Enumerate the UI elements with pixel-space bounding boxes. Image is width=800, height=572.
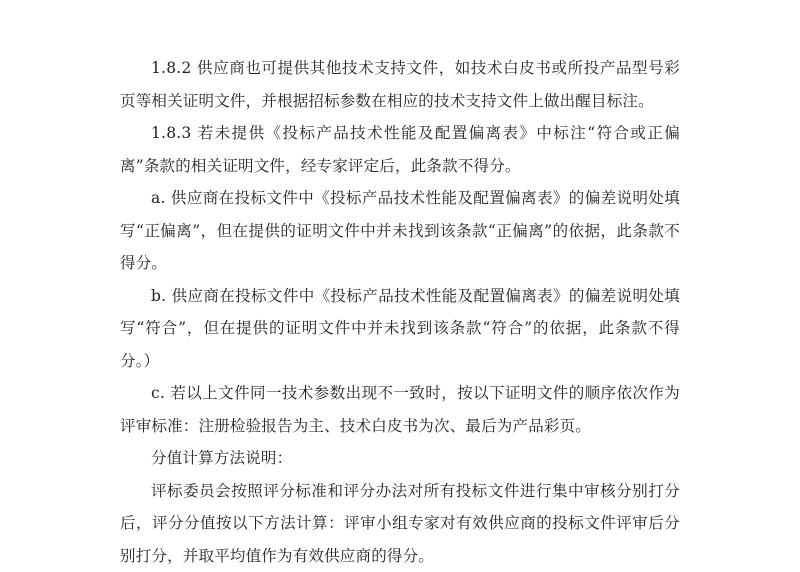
sub-clause-c: c. 若以上文件同一技术参数出现不一致时，按以下证明文件的顺序依次作为评审标准：注册检验报告为主、技术白皮书为次、最后为产品彩页。 (120, 377, 680, 442)
score-method-body: 评标委员会按照评分标准和评分办法对所有投标文件进行集中审核分别打分后，评分分值按以下方法计算：评审小组专家对有效供应商的投标文件评审后分别打分，并取平均值作为有效供应商的得分。 (120, 475, 680, 572)
sub-clause-b: b. 供应商在投标文件中《投标产品技术性能及配置偏离表》的偏差说明处填写“符合”，但在提供的证明文件中并未找到该条款“符合”的依据，此条款不得分。） (120, 280, 680, 378)
score-method-heading: 分值计算方法说明： (120, 442, 680, 475)
clause-1-8-2: 1.8.2 供应商也可提供其他技术支持文件，如技术白皮书或所投产品型号彩页等相关证明文件，并根据招标参数在相应的技术支持文件上做出醒目标注。 (120, 52, 680, 117)
document-page (120, 52, 680, 572)
sub-clause-a: a. 供应商在投标文件中《投标产品技术性能及配置偏离表》的偏差说明处填写“正偏离”，但在提供的证明文件中并未找到该条款“正偏离”的依据，此条款不得分。 (120, 182, 680, 280)
clause-1-8-3: 1.8.3 若未提供《投标产品技术性能及配置偏离表》中标注“符合或正偏离”条款的相关证明文件，经专家评定后，此条款不得分。 (120, 117, 680, 182)
